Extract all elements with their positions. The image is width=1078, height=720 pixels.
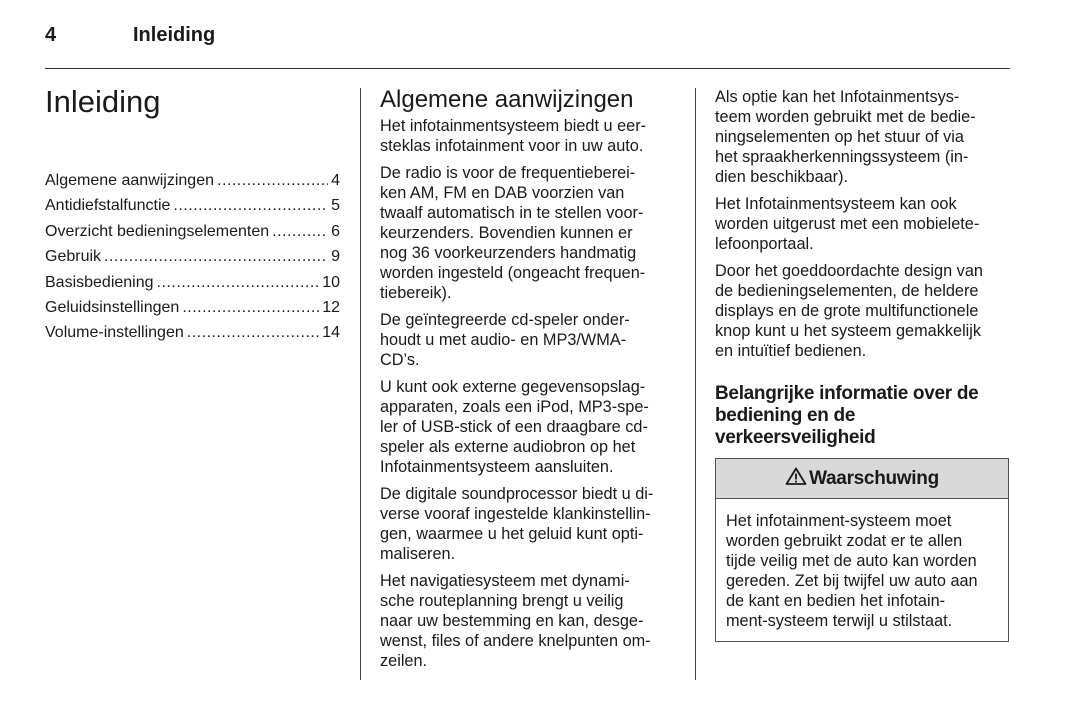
text-line: wenst, files of andere knelpunten om- xyxy=(380,632,651,650)
text-line: dien beschikbaar). xyxy=(715,168,849,186)
toc-entry[interactable] xyxy=(45,298,340,323)
toc-entry-page: 14 xyxy=(322,324,340,342)
text-line: de kant en bedien het infotain- xyxy=(726,592,946,610)
toc-entry-label: Volume-instellingen xyxy=(45,324,184,342)
heading-line: bediening en de xyxy=(715,405,856,426)
subsection-heading xyxy=(715,383,1015,449)
text-line: verse vooraf ingestelde klankinstellin- xyxy=(380,505,651,523)
text-line: gen, waarmee u het geluid kunt opti- xyxy=(380,525,644,543)
toc-entry[interactable] xyxy=(45,222,340,247)
middle-column xyxy=(380,86,690,678)
toc-entry[interactable] xyxy=(45,171,340,196)
toc-entry-page: 10 xyxy=(322,273,340,291)
page-number: 4 xyxy=(45,24,57,46)
text-line: houdt u met audio- en MP3/WMA- xyxy=(380,331,627,349)
header-rule xyxy=(45,68,1010,69)
toc-entry-label: Gebruik xyxy=(45,248,102,266)
paragraph xyxy=(380,163,690,303)
text-line: De digitale soundprocessor biedt u di- xyxy=(380,485,654,503)
toc-entry[interactable] xyxy=(45,247,340,272)
paragraph xyxy=(380,310,690,370)
toc-leader-dots xyxy=(272,222,328,247)
text-line: steklas infotainment voor in uw auto. xyxy=(380,137,644,155)
toc-entry-page: 5 xyxy=(331,197,340,215)
text-line: keurzenders. Bovendien kunnen er xyxy=(380,224,633,242)
column-divider xyxy=(360,88,361,680)
text-line: gereden. Zet bij twijfel uw auto aan xyxy=(726,572,978,590)
text-line: worden ingesteld (ongeacht frequen- xyxy=(380,264,646,282)
warning-box xyxy=(715,458,1009,642)
toc-leader-dots xyxy=(217,171,328,196)
text-line: het spraakherkenningssysteem (in- xyxy=(715,148,969,166)
toc-entry-label: Basisbediening xyxy=(45,273,154,291)
chapter-title: Inleiding xyxy=(45,84,161,119)
text-line: U kunt ook externe gegevensopslag- xyxy=(380,378,646,396)
text-line: Door het goeddoordachte design van xyxy=(715,262,983,280)
heading-line: verkeersveiligheid xyxy=(715,427,876,448)
text-line: apparaten, zoals een iPod, MP3-spe- xyxy=(380,398,649,416)
text-line: speler als externe audiobron op het xyxy=(380,438,636,456)
text-line: ningselementen op het stuur of via xyxy=(715,128,964,146)
warning-header xyxy=(716,459,1008,499)
paragraph xyxy=(715,261,1015,361)
toc-leader-dots xyxy=(104,247,328,272)
toc-entry-page: 12 xyxy=(322,298,340,316)
text-line: nog 36 voorkeurzenders handmatig xyxy=(380,244,637,262)
text-line: ment-systeem terwijl u stilstaat. xyxy=(726,612,953,630)
toc-entry-page: 6 xyxy=(331,222,340,240)
text-line: worden gebruikt zodat er te allen xyxy=(726,532,963,550)
warning-title: Waarschuwing xyxy=(809,467,939,489)
toc-leader-dots xyxy=(173,196,328,221)
text-line: zeilen. xyxy=(380,652,428,670)
paragraph xyxy=(380,116,690,156)
section-heading: Algemene aanwijzingen xyxy=(380,86,634,113)
text-line: Als optie kan het Infotainmentsys- xyxy=(715,88,960,106)
toc-entry-label: Geluidsinstellingen xyxy=(45,298,180,316)
text-line: De radio is voor de frequentiebereі- xyxy=(380,164,636,182)
text-line: naar uw bestemming en kan, desge- xyxy=(380,612,644,630)
text-line: Infotainmentsysteem aansluiten. xyxy=(380,458,614,476)
toc-leader-dots xyxy=(182,298,319,323)
warning-text xyxy=(716,499,1008,641)
paragraph xyxy=(715,194,1015,254)
column-divider xyxy=(695,88,696,680)
toc-entry-label: Overzicht bedieningselementen xyxy=(45,222,270,240)
text-line: sche routeplanning brengt u veilig xyxy=(380,592,624,610)
toc-leader-dots xyxy=(157,273,320,298)
toc-entry-page: 9 xyxy=(331,248,340,266)
text-line: tijde veilig met de auto kan worden xyxy=(726,552,977,570)
paragraph xyxy=(380,377,690,477)
text-line: CD’s. xyxy=(380,351,420,369)
text-line: en intuïtief bedienen. xyxy=(715,342,867,360)
paragraph xyxy=(715,87,1015,187)
toc-entry[interactable] xyxy=(45,196,340,221)
text-line: knop kunt u het systeem gemakkelijk xyxy=(715,322,982,340)
warning-triangle-icon xyxy=(785,467,807,490)
text-line: teem worden gebruikt met de bedie- xyxy=(715,108,976,126)
toc-entry[interactable] xyxy=(45,273,340,298)
table-of-contents xyxy=(45,171,340,349)
text-line: de bedieningselementen, de heldere xyxy=(715,282,979,300)
running-header: Inleiding xyxy=(133,24,216,46)
text-line: worden uitgerust met een mobielete- xyxy=(715,215,980,233)
toc-entry-page: 4 xyxy=(331,172,340,189)
toc-entry-label: Antidiefstalfunctie xyxy=(45,197,171,215)
text-line: lefoonportaal. xyxy=(715,235,814,253)
text-line: ler of USB-stick of een draagbare cd- xyxy=(380,418,648,436)
text-line: De geïntegreerde cd-speler onder- xyxy=(380,311,630,329)
toc-entry-label: Algemene aanwijzingen xyxy=(45,172,214,189)
toc-leader-dots xyxy=(187,323,319,348)
paragraph xyxy=(380,484,690,564)
heading-line: Belangrijke informatie over de xyxy=(715,383,979,404)
text-line: Het infotainment-systeem moet xyxy=(726,512,952,530)
text-line: displays en de grote multifunctionele xyxy=(715,302,979,320)
text-line: twaalf automatisch in te stellen voor- xyxy=(380,204,644,222)
text-line: maliseren. xyxy=(380,545,456,563)
right-column xyxy=(715,87,1015,642)
text-line: Het navigatiesysteem met dynami- xyxy=(380,572,630,590)
paragraph xyxy=(380,571,690,671)
text-line: tiebereik). xyxy=(380,284,452,302)
toc-entry[interactable] xyxy=(45,323,340,348)
text-line: Het infotainmentsysteem biedt u eer- xyxy=(380,117,647,135)
text-line: Het Infotainmentsysteem kan ook xyxy=(715,195,957,213)
text-line: ken AM, FM en DAB voorzien van xyxy=(380,184,625,202)
